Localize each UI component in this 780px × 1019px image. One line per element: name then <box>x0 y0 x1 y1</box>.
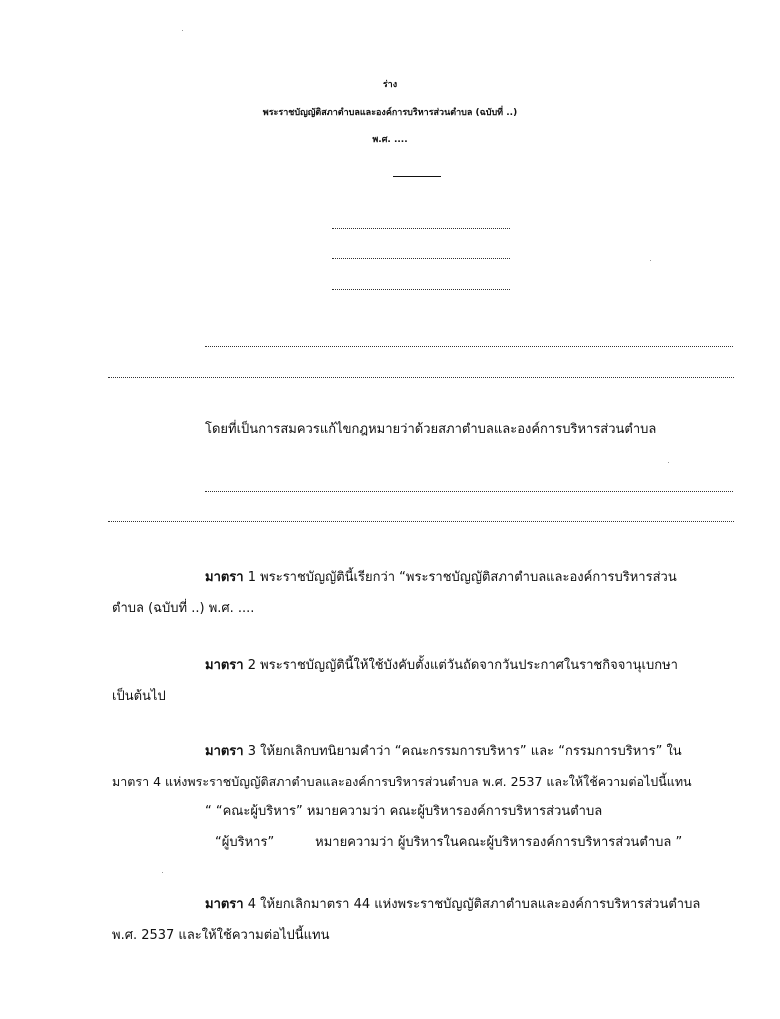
enactment-dotted-line <box>332 228 510 229</box>
definition-mid: หมายความว่า <box>315 835 394 850</box>
definition-text: คณะผู้บริหารองค์การบริหารส่วนตำบล <box>389 804 603 819</box>
section-1-line-2: ตำบล (ฉบับที่ ..) พ.ศ. .... <box>112 601 255 616</box>
section-label: มาตรา <box>205 570 244 585</box>
section-text: พระราชบัญญัตินี้เรียกว่า “พระราชบัญญัติสภาตำบลและองค์การบริหารส่วน <box>260 570 677 585</box>
definition-term: “ผู้บริหาร” <box>215 835 275 850</box>
scan-speck <box>668 462 669 463</box>
scan-speck <box>162 872 163 873</box>
section-number: 4 <box>247 897 257 912</box>
enactment-dotted-line <box>332 289 510 290</box>
section-label: มาตรา <box>205 897 244 912</box>
enactment-dotted-line <box>332 258 510 259</box>
scan-speck <box>182 30 183 31</box>
section-1-line-1 <box>205 569 677 587</box>
preamble-dotted-line <box>108 521 734 522</box>
preamble-text: โดยที่เป็นการสมควรแก้ไขกฎหมายว่าด้วยสภาตำบลและองค์การบริหารส่วนตำบล <box>205 422 657 437</box>
section-2-line-1 <box>205 657 678 675</box>
preface-dotted-line <box>108 377 734 378</box>
title-underline <box>393 176 441 177</box>
section-2-line-2: เป็นต้นไป <box>112 689 166 704</box>
section-label: มาตรา <box>205 658 244 673</box>
section-text: ให้ยกเลิกบทนิยามคำว่า “คณะกรรมการบริหาร” และ “กรรมการบริหาร” ใน <box>260 744 682 759</box>
preamble-dotted-line <box>205 491 733 492</box>
section-text: พระราชบัญญัตินี้ให้ใช้บังคับตั้งแต่วันถัดจากวันประกาศในราชกิจจานุเบกษา <box>260 658 678 673</box>
draft-label: ร่าง <box>382 80 398 90</box>
section-number: 1 <box>247 570 257 585</box>
section-text: ให้ยกเลิกมาตรา 44 แห่งพระราชบัญญัติสภาตำบลและองค์การบริหารส่วนตำบล <box>260 897 701 912</box>
definition-text: ผู้บริหารในคณะผู้บริหารองค์การบริหารส่วนตำบล ” <box>397 835 683 850</box>
section-4-line-1 <box>205 896 700 914</box>
section-label: มาตรา <box>205 744 244 759</box>
year-line: พ.ศ. .... <box>372 135 408 145</box>
section-4-line-2: พ.ศ. 2537 และให้ใช้ความต่อไปนี้แทน <box>112 928 330 943</box>
definition-executive <box>215 834 682 852</box>
section-3-line-1 <box>205 743 682 761</box>
preface-dotted-line <box>205 346 733 347</box>
scan-speck <box>650 260 651 261</box>
section-number: 2 <box>247 658 257 673</box>
section-number: 3 <box>247 744 257 759</box>
section-3-line-2: มาตรา 4 แห่งพระราชบัญญัติสภาตำบลและองค์การบริหารส่วนตำบล พ.ศ. 2537 และให้ใช้ความต่อไปนี้แทน <box>112 774 692 789</box>
definition-executive-board <box>205 803 602 821</box>
document-title: พระราชบัญญัติสภาตำบลและองค์การบริหารส่วนตำบล (ฉบับที่ ..) <box>262 108 518 118</box>
definition-term: “ “คณะผู้บริหาร” หมายความว่า <box>205 804 386 819</box>
